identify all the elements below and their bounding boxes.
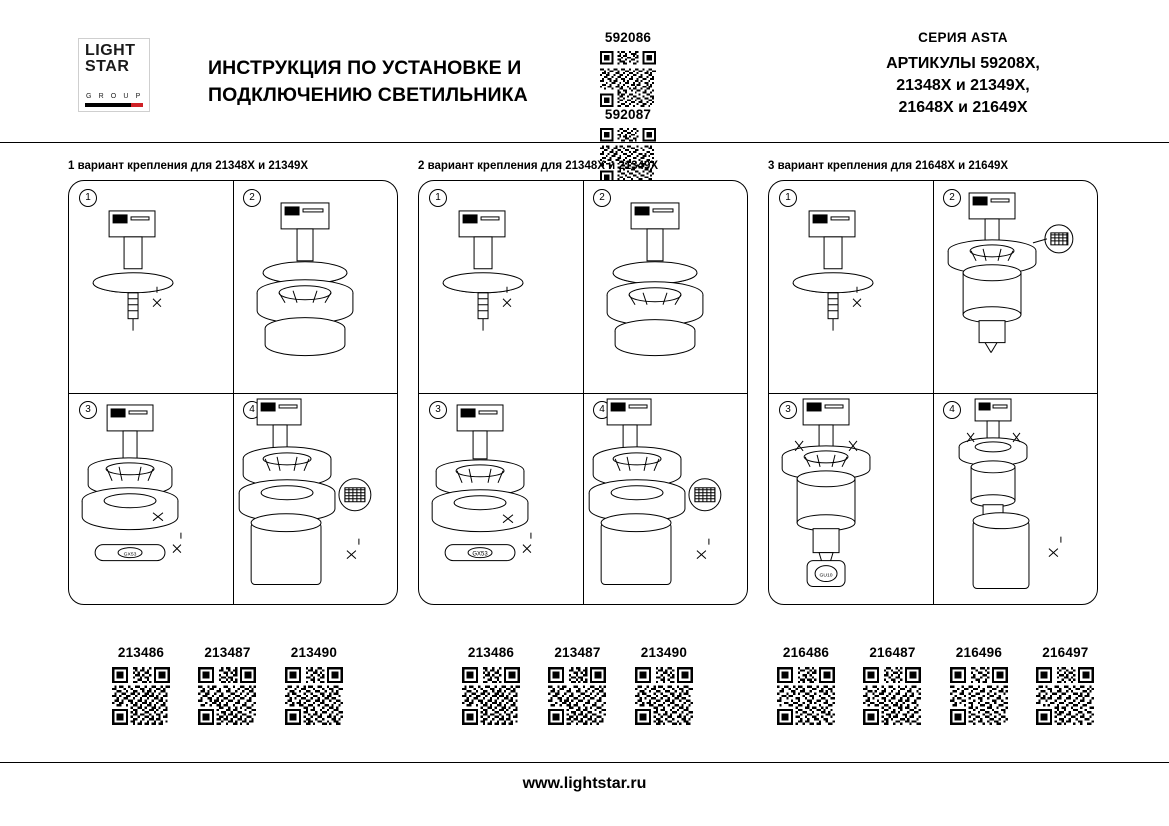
qr-code-icon [548, 667, 606, 725]
code-list-variant-2 [450, 645, 705, 725]
code-list-variant-3 [765, 645, 1106, 725]
code-number: 216487 [869, 645, 916, 660]
step-number: 3 [79, 401, 97, 419]
header-code-item [589, 30, 667, 107]
code-number: 213486 [467, 645, 515, 660]
series-name: СЕРИЯ ASTA [918, 30, 1008, 45]
logo-line2: STAR [85, 58, 130, 75]
code-item [851, 645, 933, 725]
svg-text:GU10: GU10 [819, 572, 833, 579]
code-number: 213490 [640, 645, 688, 660]
diagram-step-cell [583, 393, 747, 605]
step-illustration [419, 181, 583, 393]
diagram-step-cell [933, 181, 1097, 393]
step-illustration [69, 393, 233, 605]
section-variant-1 [68, 160, 398, 605]
code-number: 213487 [204, 645, 251, 660]
qr-code-icon [112, 667, 170, 725]
step-illustration [419, 393, 583, 605]
code-number: 213486 [117, 645, 165, 660]
code-item [450, 645, 532, 725]
diagram-step-cell [233, 393, 397, 605]
qr-code-icon [600, 51, 656, 107]
step-number: 3 [429, 401, 447, 419]
section-title: 1 вариант крепления для 21348X и 21349X [68, 160, 309, 172]
step-number: 1 [779, 189, 797, 207]
code-item [765, 645, 847, 725]
series-articles-line3: 21648X и 21649X [898, 99, 1028, 116]
diagram-step-cell [769, 393, 933, 605]
diagram-panel [68, 180, 398, 605]
diagram-step-cell [769, 181, 933, 393]
code-list-variant-1 [100, 645, 355, 725]
step-illustration [233, 393, 397, 605]
footer-divider [0, 762, 1169, 763]
lightstar-logo [78, 38, 150, 112]
code-number: 592087 [604, 107, 652, 122]
series-articles [818, 53, 1108, 119]
logo-accent-bar [85, 103, 143, 107]
step-illustration [233, 181, 397, 393]
svg-text:GX53: GX53 [472, 551, 488, 558]
page-title [208, 55, 588, 109]
qr-code-icon [635, 667, 693, 725]
qr-code-icon [777, 667, 835, 725]
step-illustration [769, 181, 933, 393]
series-info [818, 30, 1108, 119]
qr-code-icon [285, 667, 343, 725]
diagram-step-cell [583, 181, 747, 393]
logo-line1: LIGHT [85, 42, 136, 59]
step-number: 4 [943, 401, 961, 419]
logo-text [85, 43, 136, 75]
step-number: 2 [593, 189, 611, 207]
series-articles-line2: 21348X и 21349X, [896, 77, 1030, 94]
code-item [536, 645, 618, 725]
code-item [100, 645, 182, 725]
code-item [186, 645, 268, 725]
qr-code-icon [462, 667, 520, 725]
diagram-step-cell [419, 393, 583, 605]
diagram-step-cell [69, 393, 233, 605]
diagram-step-cell [233, 181, 397, 393]
series-articles-line1: АРТИКУЛЫ 59208X, [886, 55, 1040, 72]
diagram-step-cell [933, 393, 1097, 605]
step-illustration [69, 181, 233, 393]
step-number: 3 [779, 401, 797, 419]
header-divider [0, 142, 1169, 143]
step-number: 4 [243, 401, 261, 419]
page-title-line1: ИНСТРУКЦИЯ ПО УСТАНОВКЕ И [208, 57, 522, 79]
diagram-panel [768, 180, 1098, 605]
step-illustration [933, 393, 1097, 605]
qr-code-icon [1036, 667, 1094, 725]
code-number: 592086 [604, 30, 652, 45]
qr-code-icon [950, 667, 1008, 725]
qr-code-icon [198, 667, 256, 725]
section-variant-2 [418, 160, 748, 605]
diagram-step-cell [69, 181, 233, 393]
page-header [0, 0, 1169, 142]
code-item [938, 645, 1020, 725]
step-illustration [583, 393, 747, 605]
step-number: 1 [79, 189, 97, 207]
code-number: 213490 [290, 645, 338, 660]
code-number: 216496 [955, 645, 1003, 660]
svg-text:GX53: GX53 [123, 551, 137, 558]
logo-subtitle: G R O U P [86, 93, 143, 100]
step-illustration [769, 393, 933, 605]
diagram-step-cell [419, 181, 583, 393]
qr-code-icon [863, 667, 921, 725]
diagram-panel [418, 180, 748, 605]
step-number: 1 [429, 189, 447, 207]
section-variant-3 [768, 160, 1098, 605]
code-number: 213487 [554, 645, 601, 660]
code-number: 216486 [782, 645, 830, 660]
step-illustration [933, 181, 1097, 393]
code-item [1024, 645, 1106, 725]
step-illustration [583, 181, 747, 393]
page-title-line2: ПОДКЛЮЧЕНИЮ СВЕТИЛЬНИКА [208, 84, 528, 106]
step-number: 2 [943, 189, 961, 207]
step-number: 2 [243, 189, 261, 207]
code-number: 216497 [1042, 645, 1089, 660]
website-link[interactable]: www.lightstar.ru [522, 775, 647, 792]
section-title: 3 вариант крепления для 21648X и 21649X [768, 160, 1009, 172]
section-title: 2 вариант крепления для 21348X и 21349X [418, 160, 659, 172]
step-number: 4 [593, 401, 611, 419]
code-item [623, 645, 705, 725]
code-item [273, 645, 355, 725]
